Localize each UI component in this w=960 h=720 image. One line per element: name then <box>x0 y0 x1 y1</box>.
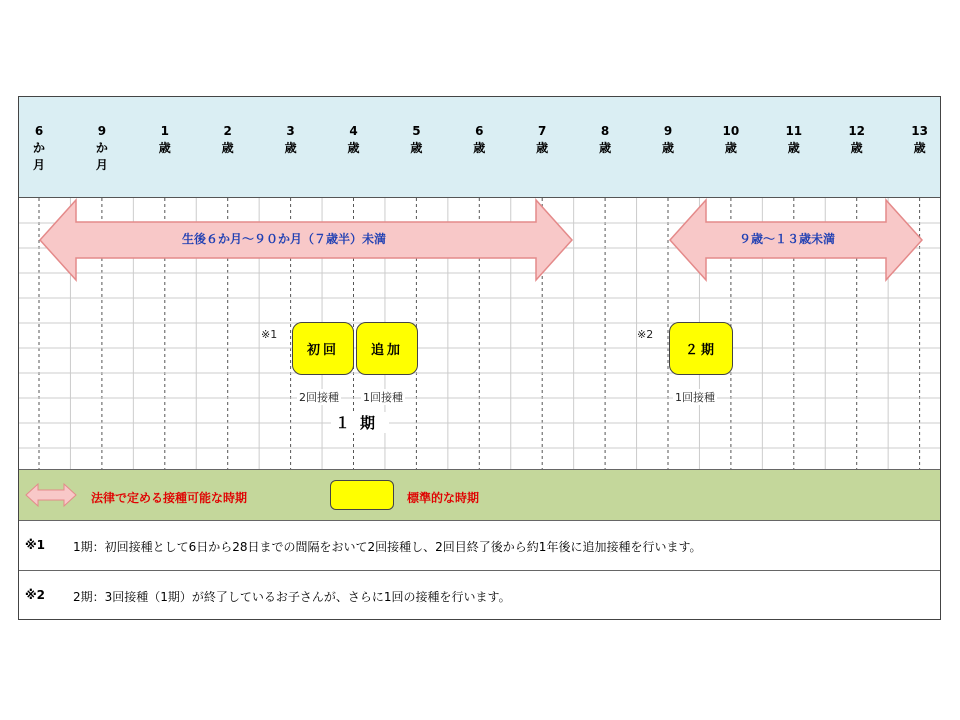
header-age-2: 2 歳 <box>221 124 234 155</box>
legend-box-icon <box>330 480 394 510</box>
period2-range-label: ９歳～１３歳未満 <box>738 232 835 246</box>
booster-box: 追加 <box>356 322 418 375</box>
legend-arrow-text: 法律で定める接種可能な時期 <box>91 491 248 505</box>
note-row-1-text: 1期：初回接種として6日から28日までの間隔をおいて2回接種し、2回目終了後から約1年後に追加接種を行います。 <box>73 540 702 554</box>
header-age-10: 10 歳 <box>722 124 740 155</box>
second-period-box: ２期 <box>669 322 733 375</box>
note-row-2 <box>19 571 940 620</box>
header-age-12: 12 歳 <box>848 124 866 155</box>
initial-dose-count: 2回接種 <box>299 391 339 404</box>
period1-label: １期 <box>331 412 389 433</box>
legend-box-text: 標準的な時期 <box>407 491 480 505</box>
header-age-8: 8 歳 <box>599 124 612 155</box>
second-dose-count: 1回接種 <box>675 391 715 404</box>
booster-dose-count: 1回接種 <box>363 391 403 404</box>
legend-bar <box>19 469 940 521</box>
age-header <box>19 97 940 198</box>
note-row-2-text: 2期：3回接種（1期）が終了しているお子さんが、さらに1回の接種を行います。 <box>73 590 511 604</box>
schedule-grid <box>19 198 940 469</box>
period1-range-label: 生後６か月～９０か月（７歳半）未満 <box>181 232 386 246</box>
note-row-2-mark: ※2 <box>25 588 46 602</box>
legend-arrow-icon <box>25 482 77 508</box>
header-age-4: 4 歳 <box>347 124 360 155</box>
note-row-1-mark: ※1 <box>25 538 46 552</box>
header-age-7: 7 歳 <box>536 124 549 155</box>
note2-mark: ※2 <box>637 328 654 341</box>
header-age-6-months: 6 か 月 <box>32 124 45 172</box>
header-age-3: 3 歳 <box>284 124 297 155</box>
header-age-1: 1 歳 <box>158 124 171 155</box>
schedule-frame <box>18 96 941 620</box>
header-age-9-months: 9 か 月 <box>95 124 108 172</box>
header-age-9: 9 歳 <box>661 124 674 155</box>
initial-box: 初回 <box>292 322 354 375</box>
note-row-1 <box>19 521 940 571</box>
header-age-5: 5 歳 <box>410 124 423 155</box>
header-age-11: 11 歳 <box>785 124 803 155</box>
header-age-13: 13 歳 <box>911 124 928 155</box>
header-age-6: 6 歳 <box>473 124 486 155</box>
note1-mark: ※1 <box>261 328 278 341</box>
